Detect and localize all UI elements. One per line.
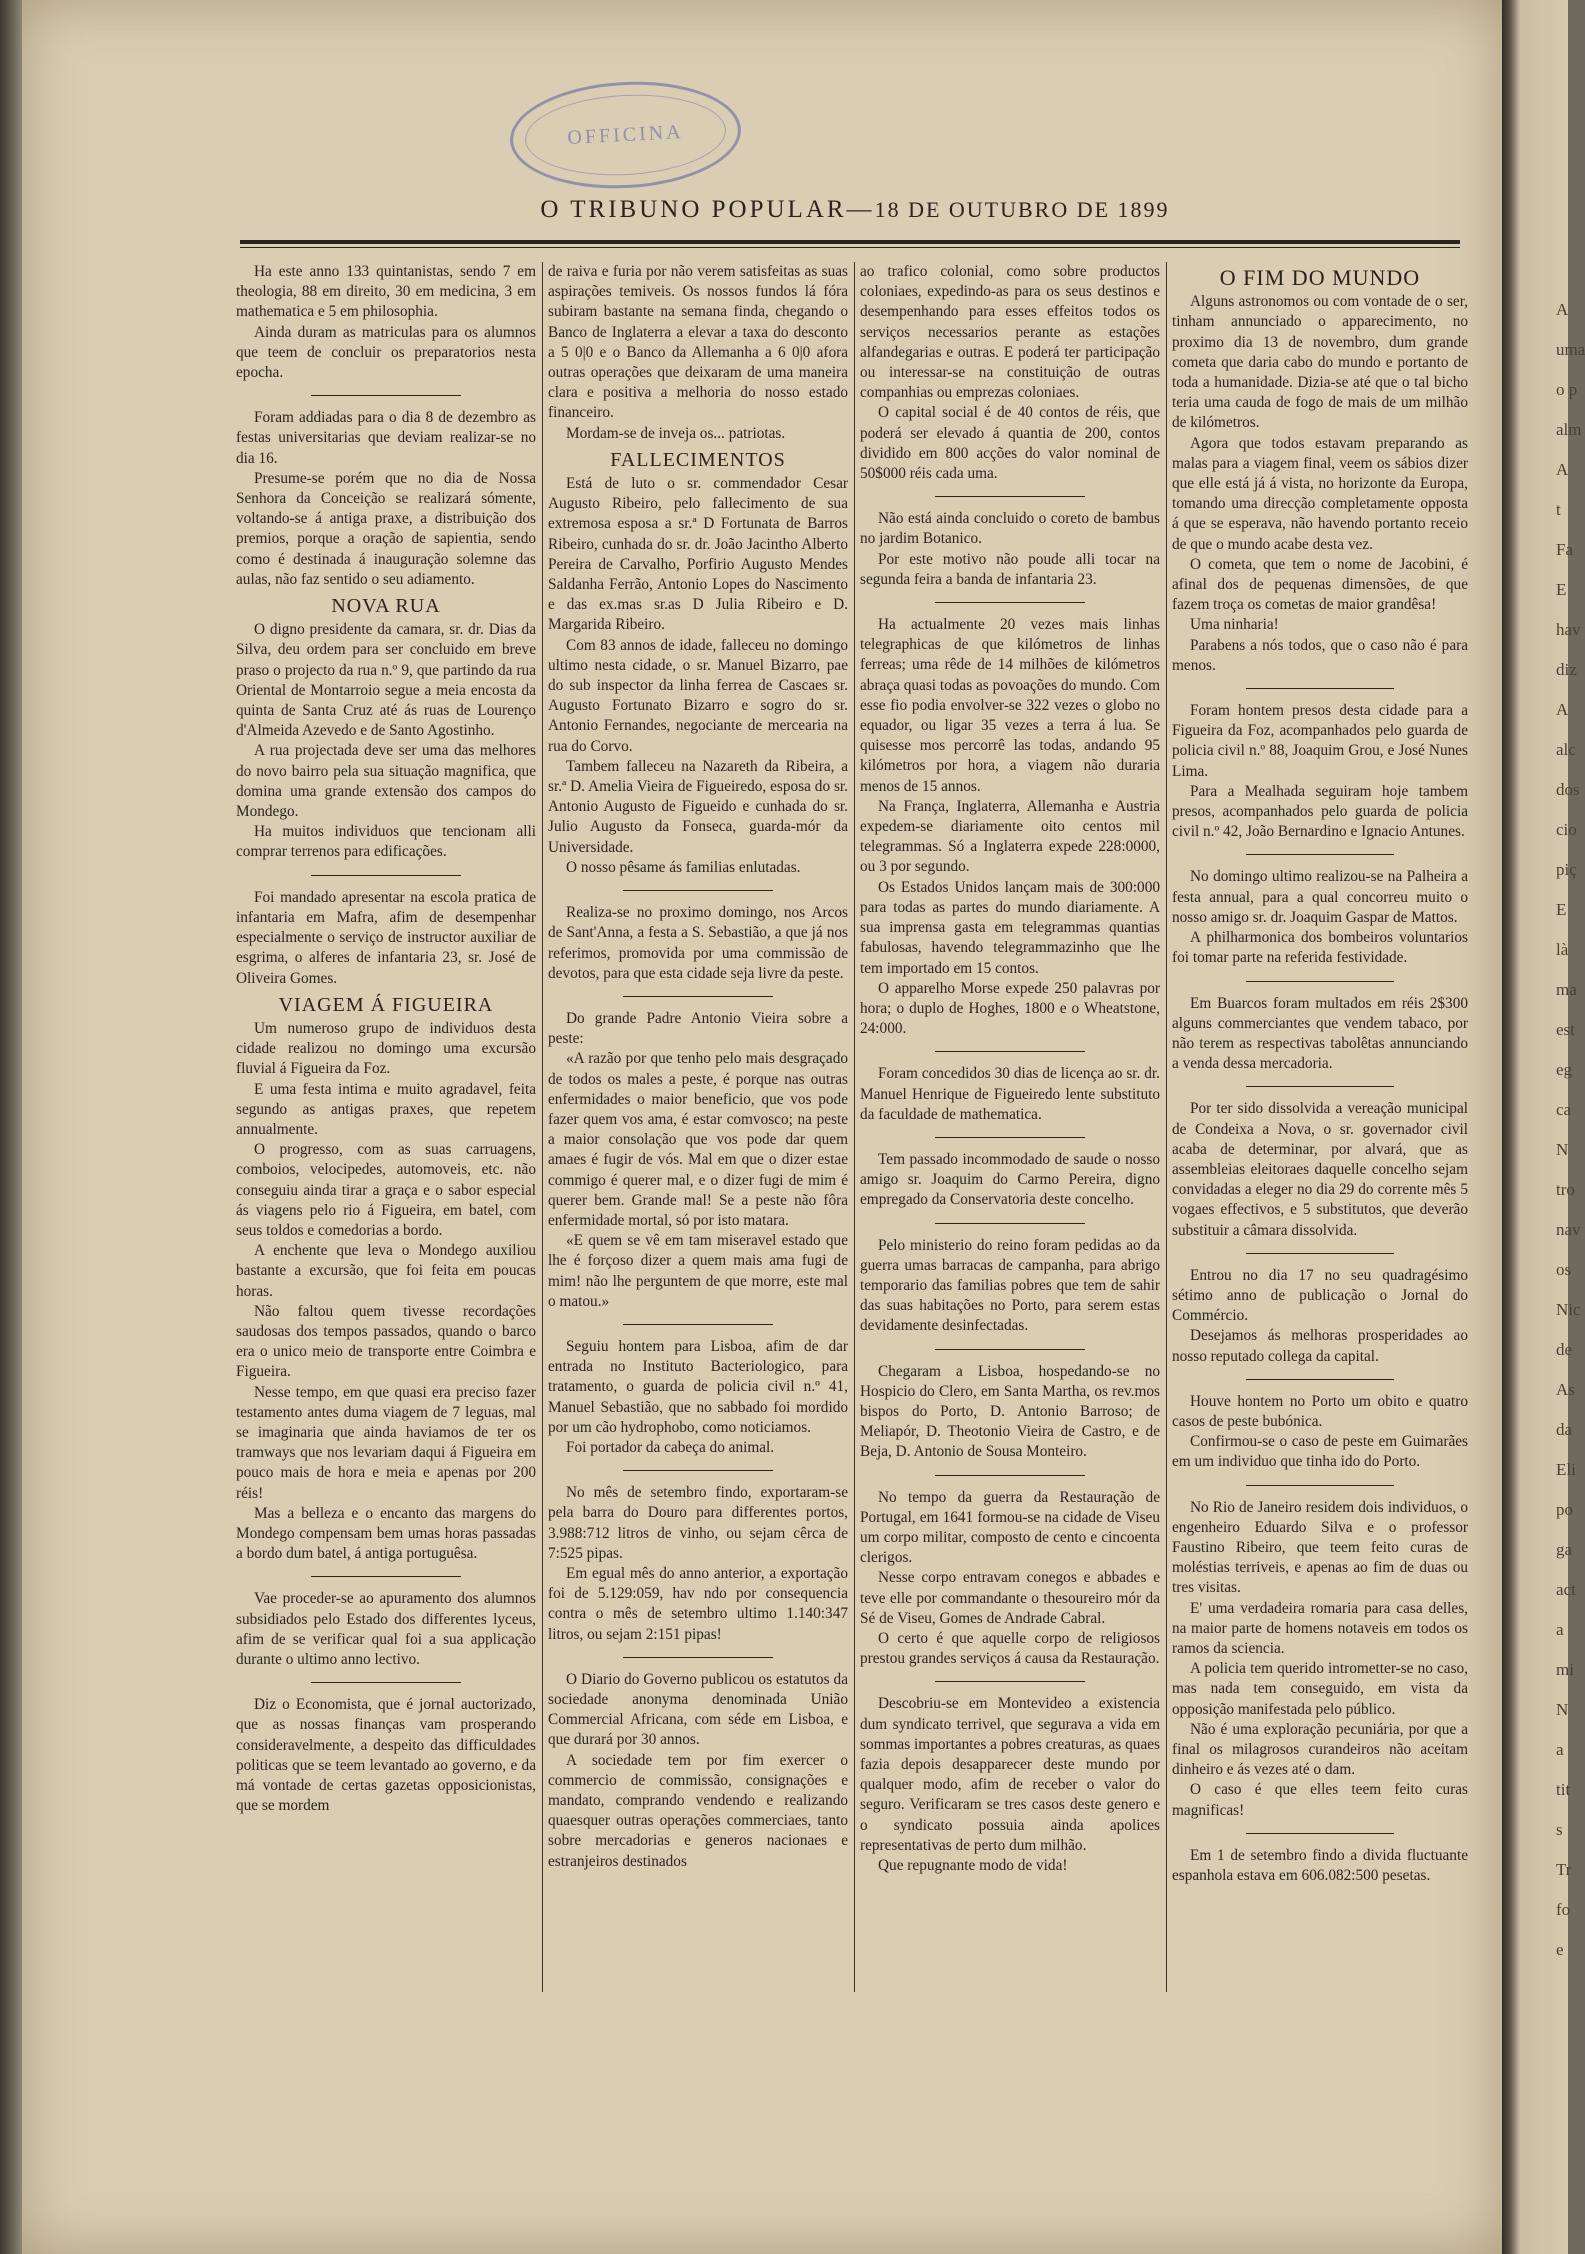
adjacent-page-fragment: a (1556, 1620, 1564, 1639)
article-paragraph: Realiza-se no proximo domingo, nos Arcos de Sant'Anna, a festa a S. Sebastião, a que já nos referimos, promovida por uma commissão de devotos, para que esta cidade seja livre da peste. (548, 904, 848, 982)
article-separator (935, 1137, 1085, 1138)
article-paragraph: Entrou no dia 17 no seu quadragésimo sétimo anno de publicação o Jornal do Commércio. (1172, 1266, 1468, 1325)
article-paragraph: «E quem se vê em tam miseravel estado que lhe é forçoso dizer a quem mais ama fugi de mim! não lhe perguntem de que morre, este mal o matou.» (548, 1232, 848, 1310)
adjacent-page-fragment: mi (1556, 1660, 1574, 1679)
article-paragraph: Ha actualmente 20 vezes mais linhas telegraphicas de que kilómetros de linhas ferreas; uma rêde de 14 milhões de kilómetros abraça quasi todas as povoações do mundo. Com esse fio podia envolver-se 322 vezes o globo no equador, ou ligar 35 vezes a terra á lua. Se quisesse mos percorrê las todas, andando 95 kilómetros por hora, a viagem não duraria menos de 15 annos. (860, 616, 1160, 795)
adjacent-page-fragment: A (1556, 300, 1569, 319)
article-paragraph: Confirmou-se o caso de peste em Guimarães em um individuo que tinha ido do Porto. (1172, 1433, 1468, 1471)
article-separator (1246, 688, 1394, 689)
article-paragraph: Mas a belleza e o encanto das margens do Mondego compensam bem umas horas passadas a bordo dum batel, á antiga portuguêsa. (236, 1504, 536, 1563)
adjacent-page-fragment: da (1556, 1420, 1573, 1439)
article-paragraph: Foram concedidos 30 dias de licença ao sr. dr. Manuel Henrique de Figueiredo lente substituto da faculdade de mathematica. (860, 1065, 1160, 1123)
adjacent-page-edge (1502, 0, 1585, 2254)
article-paragraph: E' uma verdadeira romaria para casa delles, na maior parte de homens notaveis em todos os ramos da sciencia. (1172, 1599, 1468, 1657)
adjacent-page-fragment: alm (1556, 420, 1582, 439)
article-paragraph: Vae proceder-se ao apuramento dos alumnos subsidiados pelo Estado dos differentes lyceus, afim de se verificar qual foi a sua applicação durante o ultimo anno lectivo. (236, 1590, 536, 1668)
masthead-rule (240, 240, 1460, 248)
article-paragraph: Pelo ministerio do reino foram pedidas ao da guerra umas barracas de campanha, para abrigo temporario das familias pobres que tem de sahir das suas habitações no Porto, para serem estas devidamente desinfectadas. (860, 1236, 1160, 1335)
article-paragraph: O digno presidente da camara, sr. dr. Dias da Silva, deu ordem para ser concluido em breve praso o projecto da rua n.º 9, que partindo da rua Oriental de Montarroio segue a meia encosta da quinta de Santa Cruz até ás ruas de Lourenço d'Almeida Azevedo e de Santo Agostinho. (236, 621, 536, 740)
adjacent-page-fragment: eg (1556, 1060, 1573, 1079)
column-2 (548, 262, 848, 2012)
article-paragraph: O Diario do Governo publicou os estatutos da sociedade anonyma denominada União Commercial Africana, com séde em Lisboa, e que durará por 30 annos. (548, 1670, 848, 1749)
article-paragraph: Nesse corpo entravam conegos e abbades e teve elle por commandante o thesoureiro mór da Sé de Viseu, Gomes de Andrade Cabral. (860, 1569, 1160, 1627)
article-paragraph: O caso é que elles teem feito curas magnificas! (1172, 1781, 1468, 1819)
adjacent-page-fragment: diz (1556, 660, 1577, 679)
article-paragraph: Do grande Padre Antonio Vieira sobre a peste: (548, 1009, 848, 1048)
article-separator (1246, 1379, 1394, 1380)
article-paragraph: Presume-se porém que no dia de Nossa Senhora da Conceição se realizará sómente, voltando-se á antiga praxe, a distribuição dos premios, porque a oração de sapientia, sendo como é destinada á inauguração solemne das aulas, não faz sentido o seu adiamento. (236, 469, 536, 588)
article-paragraph: Não faltou quem tivesse recordações saudosas dos tempos passados, quando o barco era o unico meio de transporte entre Coimbra e Figueira. (236, 1302, 536, 1381)
article-paragraph: Em egual mês do anno anterior, a exportação foi de 5.129:059, hav ndo por consequencia contra o mês de setembro ultimo 1.140:347 litros, ou sejam 2:151 pipas! (548, 1564, 848, 1643)
adjacent-page-fragment: hav (1556, 620, 1581, 639)
article-paragraph: de raiva e furia por não verem satisfeitas as suas aspirações temiveis. Os nossos fundos lá fóra subiram bastante na semana finda, chegando o Banco de Inglaterra a elevar a taxa do desconto a 5 0|0 e o Banco da Allemanha a 6 0|0 afora outras operações que deixaram de uma maneira clara e positiva a melhoria do nosso estado financeiro. (548, 263, 848, 422)
article-separator (311, 395, 461, 396)
adjacent-page-fragment: po (1556, 1500, 1573, 1519)
masthead-date: 18 DE OUTUBRO DE 1899 (874, 197, 1170, 222)
column-4 (1172, 262, 1468, 2012)
article-paragraph: A sociedade tem por fim exercer o commercio de commissão, consignações e mandato, comprando vendendo e realizando quaesquer outras operações commerciaes, tanto sobre mercadorias e generos nacionaes e estranjeiros destinados (548, 1751, 848, 1870)
article-paragraph: Foi mandado apresentar na escola pratica de infantaria em Mafra, afim de desempenhar especialmente o serviço de instructor auxiliar de esgrima, o alferes de infantaria 23, sr. José de Oliveira Gomes. (236, 888, 536, 987)
adjacent-page-fragment: cio (1556, 820, 1577, 839)
masthead (240, 196, 1470, 224)
adjacent-page-fragment: ca (1556, 1100, 1572, 1119)
article-separator (1246, 981, 1394, 982)
article-separator (623, 1470, 773, 1471)
article-paragraph: O cometa, que tem o nome de Jacobini, é afinal dos de pequenas dimensões, de que fazem troça os cometas de maior grandêsa! (1172, 555, 1468, 614)
article-paragraph: No Rio de Janeiro residem dois individuos, o engenheiro Eduardo Silva e o professor Faustino Ribeiro, que teem feito curas de moléstias terriveis, e apenas ao fim de duas ou tres visitas. (1172, 1498, 1468, 1597)
adjacent-page-fragment: ga (1556, 1540, 1573, 1559)
adjacent-page-fragment: tit (1556, 1780, 1571, 1799)
adjacent-page-fragment: ma (1556, 980, 1577, 999)
article-paragraph: O capital social é de 40 contos de réis, que poderá ser elevado á quantia de 200, contos dividido em 800 acções do valor nominal de 50$000 réis cada uma. (860, 404, 1160, 483)
article-heading: O FIM DO MUNDO (1219, 265, 1421, 290)
article-paragraph: Ha este anno 133 quintanistas, sendo 7 em theologia, 88 em direito, 30 em medicina, 3 em mathematica e 5 em philosophia. (236, 263, 536, 321)
adjacent-page-fragment: uma (1556, 340, 1585, 359)
adjacent-page-fragment: alc (1556, 740, 1576, 759)
article-paragraph: Descobriu-se em Montevideo a existencia dum syndicato terrivel, que segurava a vida em sommas importantes a pobres creaturas, as quaes fazia depois desapparecer deste mundo por qualquer modo, afim de receber o valor do seguro. Verificaram se tres casos deste genero e o syndicato possuia ainda apolices representativas de perto dum milhão. (860, 1695, 1160, 1854)
article-paragraph: Não é uma exploração pecuniária, por que a final os milagrosos curandeiros não aceitam dinheiro e ás vezes até o dam. (1172, 1720, 1468, 1779)
article-paragraph: Houve hontem no Porto um obito e quatro casos de peste bubónica. (1172, 1392, 1468, 1430)
column-rule (542, 262, 543, 1992)
article-paragraph: ao trafico colonial, como sobre productos coloniaes, expedindo-as para os seus destinos e desempenhando para esses effeitos todos os serviços necessarios perante as estações alfandegarias e outras. E poderá ter participação ou interessar-se na constituição de outras companhias ou emprezas coloniaes. (860, 263, 1160, 402)
article-paragraph: O certo é que aquelle corpo de religiosos prestou grandes serviços á causa da Restauração. (860, 1629, 1160, 1668)
article-separator (935, 602, 1085, 603)
article-paragraph: O progresso, com as suas carruagens, comboios, velocipedes, automoveis, etc. não conseguiu ainda tirar a graça e o sabor especial ás viagens pelo rio á Figueira, em batel, com seus toldos e comedorias a bordo. (236, 1141, 536, 1239)
article-paragraph: Foi portador da cabeça do animal. (566, 1438, 775, 1456)
article-paragraph: Por este motivo não poude alli tocar na segunda feira a banda de infantaria 23. (860, 550, 1160, 588)
article-paragraph: O nosso pêsame ás familias enlutadas. (566, 858, 801, 876)
article-paragraph: Um numeroso grupo de individuos desta cidade realizou no domingo uma excursão fluvial á Figueira da Foz. (236, 1019, 536, 1078)
adjacent-page-fragment: os (1556, 1260, 1572, 1279)
column-1 (236, 262, 536, 2012)
article-paragraph: Diz o Economista, que é jornal auctorizado, que as nossas finanças vam prosperando consideravelmente, a despeito das difficuldades politicas que se teem levantado ao governo, e da má vontade de certas gazetas opposicionistas, que se mordem (236, 1696, 536, 1815)
article-paragraph: Seguiu hontem para Lisboa, afim de dar entrada no Instituto Bacteriologico, para tratamento, o guarda de policia civil n.º 41, Manuel Sebastião, que no sabbado foi mordido por um cão hydrophobo, como noticiamos. (548, 1337, 848, 1436)
adjacent-page-fragment: fo (1556, 1900, 1571, 1919)
adjacent-page-fragment: E (1556, 900, 1567, 919)
column-rule (1166, 262, 1167, 1992)
article-heading: NOVA RUA (331, 595, 441, 618)
article-paragraph: Ha muitos individuos que tencionam alli comprar terrenos para edificações. (236, 823, 536, 861)
article-paragraph: Os Estados Unidos lançam mais de 300:000 para todas as partes do mundo diariamente. A sua imprensa gasta em telegrammas quantias fabulosas, havendo telegrammazinho que lhe tem importado em 15 contos. (860, 878, 1160, 977)
article-paragraph: Uma ninharia! (1190, 616, 1279, 634)
masthead-title: O TRIBUNO POPULAR— (540, 196, 875, 223)
stamp-label: OFFICINA (566, 120, 685, 149)
adjacent-page-fragment: A (1556, 460, 1569, 479)
article-paragraph: Parabens a nós todos, que o caso não é para menos. (1172, 636, 1468, 674)
adjacent-page-fragment: t (1556, 500, 1561, 519)
article-separator (623, 1657, 773, 1658)
article-separator (935, 1223, 1085, 1224)
article-paragraph: Desejamos ás melhoras prosperidades ao nosso reputado collega da capital. (1172, 1327, 1468, 1365)
article-paragraph: Com 83 annos de idade, falleceu no domingo ultimo nesta cidade, o sr. Manuel Bizarro, pae do sub inspector da linha ferrea de Cascaes sr. Augusto Fortunato Bizarro e sogro do sr. Antonio Fernandes, negociante de mercearia na rua do Corvo. (548, 636, 848, 755)
adjacent-page-fragment: s (1556, 1820, 1563, 1839)
article-paragraph: Que repugnante modo de vida! (878, 1857, 1068, 1875)
adjacent-page-fragment: de (1556, 1340, 1573, 1359)
article-separator (935, 1051, 1085, 1052)
adjacent-page-fragment: e (1556, 1940, 1564, 1959)
adjacent-page-fragment: dos (1556, 780, 1580, 799)
article-separator (935, 1681, 1085, 1682)
article-paragraph: Chegaram a Lisboa, hospedando-se no Hospicio do Clero, em Santa Martha, os rev.mos bispos do Porto, D. Antonio Barroso; de Meliapór, D. Theotonio Vieira de Castro, e de Beja, D. Antonio de Sousa Monteiro. (860, 1362, 1160, 1461)
article-heading: VIAGEM Á FIGUEIRA (278, 993, 494, 1016)
adjacent-page-fragment: A (1556, 700, 1569, 719)
adjacent-page-fragment: N (1556, 1700, 1569, 1719)
article-paragraph: Em 1 de setembro findo a divida fluctuante espanhola estava em 606.082:500 pesetas. (1172, 1846, 1468, 1885)
article-paragraph: No domingo ultimo realizou-se na Palheira a festa annual, para a qual concorreu muito o nosso amigo sr. dr. Joaquim Gaspar de Mattos. (1172, 868, 1468, 926)
article-separator (311, 1576, 461, 1577)
adjacent-page-fragment: Fa (1556, 540, 1573, 559)
article-paragraph: Alguns astronomos ou com vontade de o ser, tinham annunciado o apparecimento, no proximo dia 13 de novembro, dum grande cometa que daria cabo do mundo e portanto de toda a humanidade. Dizia-se até que o tal bicho teria uma cauda de fogo de mais de um milhão de kilómetros. (1172, 293, 1468, 432)
article-paragraph: Por ter sido dissolvida a vereação municipal de Condeixa a Nova, o sr. governador civil acaba de determinar, por alvará, que as assembleias eleitoraes daquelle concelho sejam convidadas a eleger no dia 29 do corrente mês 5 vogaes effectivos, e 5 substitutos, que deverão substituir a câmara dissolvida. (1172, 1100, 1468, 1239)
column-3 (860, 262, 1160, 2012)
article-separator (311, 1682, 461, 1683)
article-paragraph: A philharmonica dos bombeiros voluntarios foi tomar parte na referida festividade. (1172, 929, 1468, 967)
adjacent-page-fragment: Nic (1556, 1300, 1581, 1319)
adjacent-page-fragment: nav (1556, 1220, 1581, 1239)
article-separator (311, 875, 461, 876)
article-heading: FALLECIMENTOS (610, 448, 786, 471)
article-paragraph: Tambem falleceu na Nazareth da Ribeira, a sr.ª D. Amelia Vieira de Figueiredo, esposa do sr. Antonio Augusto de Figueido e cunhada do sr. Julio Augusto da Fonseca, guarda-mór da Universidade. (548, 757, 848, 856)
adjacent-page-fragment: N (1556, 1140, 1569, 1159)
article-paragraph: E uma festa intima e muito agradavel, feita segundo as antigas praxes, que repetem annualmente. (236, 1080, 536, 1138)
article-paragraph: Nesse tempo, em que quasi era preciso fazer testamento antes duma viagem de 7 leguas, mal se imaginaria que ainda haviamos de ter os tramways que nos levariam daqui á Figueira em pouco mais de hora e meia e apenas por 200 réis! (236, 1383, 536, 1502)
article-separator (935, 1349, 1085, 1350)
article-separator (623, 890, 773, 891)
article-separator (1246, 1485, 1394, 1486)
article-separator (1246, 1253, 1394, 1254)
article-paragraph: Para a Mealhada seguiram hoje tambem presos, acompanhados pelo guarda de policia civil n.º 42, João Bernardino e Ignacio Antunes. (1172, 782, 1468, 841)
adjacent-page-fragment: Eli (1556, 1460, 1576, 1479)
article-separator (1246, 1833, 1394, 1834)
article-paragraph: «A razão por que tenho pelo mais desgraçado de todos os males a peste, é porque nas outras enfermidades o maior beneficio, que vos pode fazer quem vos ama, é estar comvosco; na peste a maior consolação que vos pode dar quem amaes é fugir de vós. Mal em que o dizer estae commigo é querer mal, e o dizer fugi de mim é querer bem. Grande mal! Se a peste não fôra enfermidade mortal, só por isto matara. (548, 1050, 848, 1229)
article-paragraph: Foram addiadas para o dia 8 de dezembro as festas universitarias que deviam realizar-se no dia 16. (236, 409, 536, 467)
adjacent-page-fragment: o p (1556, 380, 1578, 399)
article-paragraph: Não está ainda concluido o coreto de bambus no jardim Botanico. (860, 510, 1160, 548)
adjacent-page-fragment: a (1556, 1740, 1564, 1759)
article-paragraph: Foram hontem presos desta cidade para a Figueira da Foz, acompanhados pelo guarda de policia civil n.º 88, Joaquim Grou, e José Nunes Lima. (1172, 702, 1468, 780)
adjacent-page-fragment: piç (1556, 860, 1577, 879)
adjacent-page-fragment: act (1556, 1580, 1576, 1599)
article-paragraph: No tempo da guerra da Restauração de Portugal, em 1641 formou-se na cidade de Viseu um corpo militar, composto de cento e cincoenta clerigos. (860, 1488, 1160, 1567)
adjacent-page-fragment: tro (1556, 1180, 1575, 1199)
article-separator (1246, 1086, 1394, 1087)
adjacent-page-fragment: est (1556, 1020, 1575, 1039)
article-paragraph: Tem passado incommodado de saude o nosso amigo sr. Joaquim do Carmo Pereira, digno empregado da Conservatoria deste concelho. (860, 1150, 1160, 1209)
article-separator (935, 496, 1085, 497)
article-separator (935, 1475, 1085, 1476)
article-separator (1246, 854, 1394, 855)
article-paragraph: Está de luto o sr. commendador Cesar Augusto Ribeiro, pelo fallecimento de sua extremosa esposa a sr.ª D Fortunata de Barros Ribeiro, cunhada do sr. dr. João Jacintho Alberto Pereira de Carvalho, Porfirio Augusto Mendes Saldanha Ferrão, Antonio Lopes do Nascimento e das ex.mas sr.as D Julia Ribeiro e D. Margarida Ribeiro. (548, 475, 848, 634)
adjacent-page-fragment: Tr (1556, 1860, 1572, 1879)
article-separator (623, 1324, 773, 1325)
article-paragraph: A rua projectada deve ser uma das melhores do novo bairro pela sua situação magnifica, que domina uma grande extensão dos campos do Mondego. (236, 742, 536, 821)
adjacent-page-fragment: E (1556, 580, 1567, 599)
article-paragraph: Em Buarcos foram multados em réis 2$300 alguns commerciantes que vendem tabaco, por não terem as respectivas tabolêtas annunciando a venda dessa mercadoria. (1172, 994, 1468, 1073)
adjacent-page-fragment: là (1556, 940, 1569, 959)
column-rule (854, 262, 855, 1992)
article-paragraph: A policia tem querido intrometter-se no caso, mas nada tem conseguido, em vista da opposição manifestada pelo público. (1172, 1660, 1468, 1718)
binding-gutter (0, 0, 22, 2254)
article-paragraph: O apparelho Morse expede 250 palavras por hora; o duplo de Hoghes, 1800 e o Wheatstone, 24:000. (860, 979, 1160, 1038)
article-paragraph: Ainda duram as matriculas para os alumnos que teem de concluir os preparatorios nesta epocha. (236, 323, 536, 382)
article-paragraph: Agora que todos estavam preparando as malas para a viagem final, veem os sábios dizer que elle está já á vista, no horizonte da Europa, tomando uma direcção completamente opposta á que se esperava, não havendo portanto receio de que o mundo acabe desta vez. (1172, 434, 1468, 553)
article-paragraph: A enchente que leva o Mondego auxiliou bastante a excursão, que foi feita em poucas horas. (236, 1242, 536, 1300)
article-paragraph: No mês de setembro findo, exportaram-se pela barra do Douro para differentes portos, 3.988:712 litros de vinho, ou sejam cêrca de 7:525 pipas. (548, 1484, 848, 1562)
article-paragraph: Mordam-se de inveja os... patriotas. (566, 424, 786, 442)
adjacent-page-fragment: As (1556, 1380, 1575, 1399)
article-separator (623, 996, 773, 997)
article-paragraph: Na França, Inglaterra, Allemanha e Austria expedem-se diariamente oito centos mil telegrammas. Só a Inglaterra expede 228:0000, ou 3 por segundo. (860, 797, 1160, 876)
